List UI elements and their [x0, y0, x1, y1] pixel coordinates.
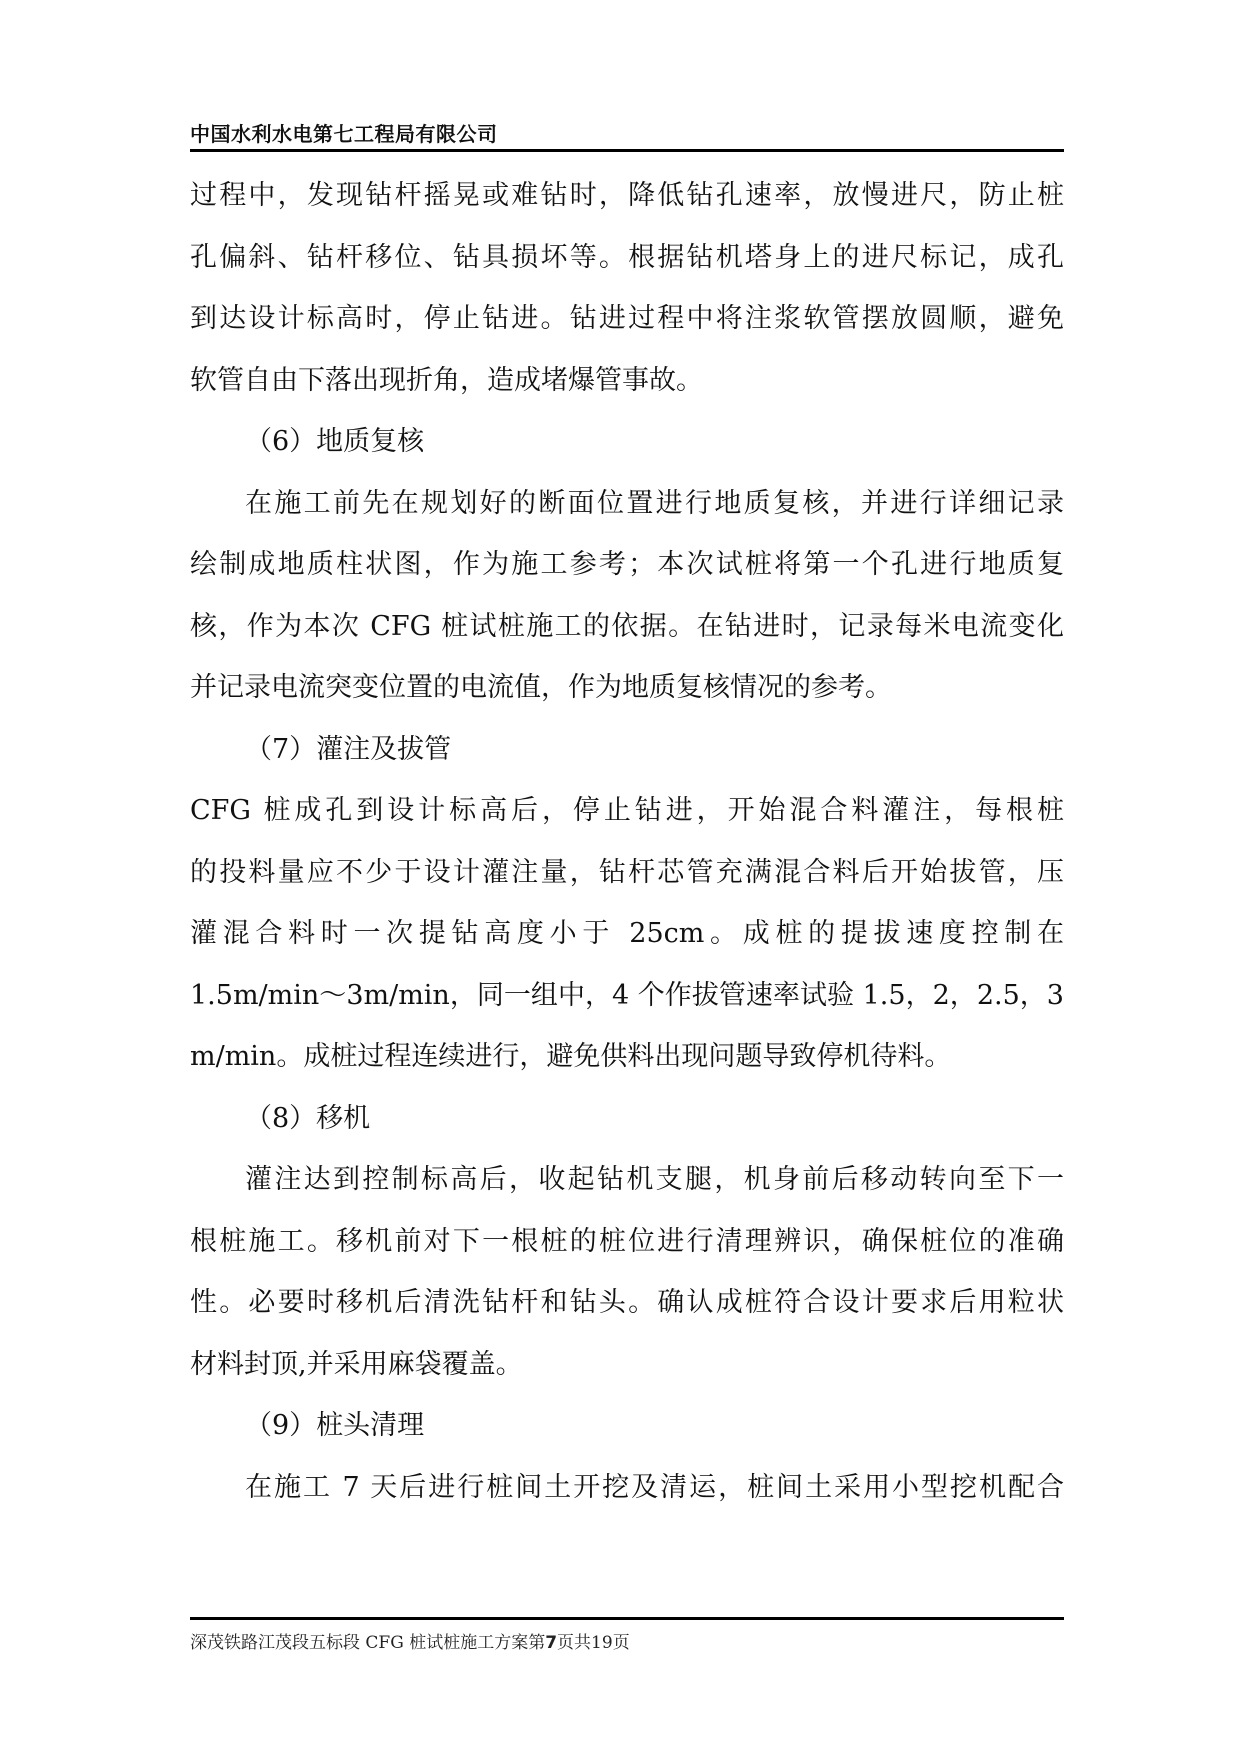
footer-prefix: 深茂铁路江茂段五标段 CFG 桩试桩施工方案第: [190, 1633, 546, 1653]
body-line: 1.5m/min～3m/min，同一组中，4 个作拔管速率试验 1.5，2，2.5，3: [190, 979, 1064, 1011]
body-line: 核，作为本次 CFG 桩试桩施工的依据。在钻进时，记录每米电流变化: [190, 610, 1064, 642]
section-heading: （6）地质复核: [245, 426, 425, 457]
body-line: 灌混合料时一次提钻高度小于 25cm。成桩的提拔速度控制在: [190, 918, 1064, 949]
body-line: 并记录电流突变位置的电流值，作为地质复核情况的参考。: [190, 672, 892, 703]
body-line: 绘制成地质柱状图，作为施工参考；本次试桩将第一个孔进行地质复: [190, 549, 1064, 580]
body-line: CFG 桩成孔到设计标高后，停止钻进，开始混合料灌注，每根桩: [190, 795, 1064, 826]
footer-middle: 页共: [557, 1633, 592, 1653]
header-company: 中国水利水电第七工程局有限公司: [190, 122, 498, 146]
body-line: 在施工前先在规划好的断面位置进行地质复核，并进行详细记录: [245, 487, 1064, 519]
page-total: 19: [591, 1633, 613, 1653]
page-footer: [190, 1628, 630, 1653]
footer-rule: [190, 1617, 1064, 1620]
section-heading: （9）桩头清理: [245, 1410, 425, 1441]
body-line: 在施工 7 天后进行桩间土开挖及清运，桩间土采用小型挖机配合: [245, 1471, 1064, 1503]
body-line: 的投料量应不少于设计灌注量，钻杆芯管充满混合料后开始拔管，压: [190, 856, 1064, 888]
body-line: 孔偏斜、钻杆移位、钻具损坏等。根据钻机塔身上的进尺标记，成孔: [190, 241, 1064, 273]
header-rule: [190, 149, 1064, 152]
body-line: 根桩施工。移机前对下一根桩的桩位进行清理辨识，确保桩位的准确: [190, 1225, 1064, 1257]
body-line: 材料封顶,并采用麻袋覆盖。: [190, 1348, 523, 1380]
section-heading: （7）灌注及拔管: [245, 733, 452, 765]
page-number: 7: [545, 1633, 558, 1653]
document-body: [190, 165, 1064, 1518]
body-line: 过程中，发现钻杆摇晃或难钻时，降低钻孔速率，放慢进尺，防止桩: [190, 180, 1064, 211]
body-line: m/min。成桩过程连续进行，避免供料出现问题导致停机待料。: [190, 1041, 952, 1072]
section-heading: （8）移机: [245, 1102, 371, 1134]
body-line: 灌注达到控制标高后，收起钻机支腿，机身前后移动转向至下一: [245, 1164, 1064, 1195]
body-line: 到达设计标高时，停止钻进。钻进过程中将注浆软管摆放圆顺，避免: [190, 303, 1064, 334]
footer-suffix: 页: [612, 1633, 630, 1653]
body-line: 性。必要时移机后清洗钻杆和钻头。确认成桩符合设计要求后用粒状: [190, 1287, 1064, 1318]
body-line: 软管自由下落出现折角，造成堵爆管事故。: [190, 364, 703, 396]
